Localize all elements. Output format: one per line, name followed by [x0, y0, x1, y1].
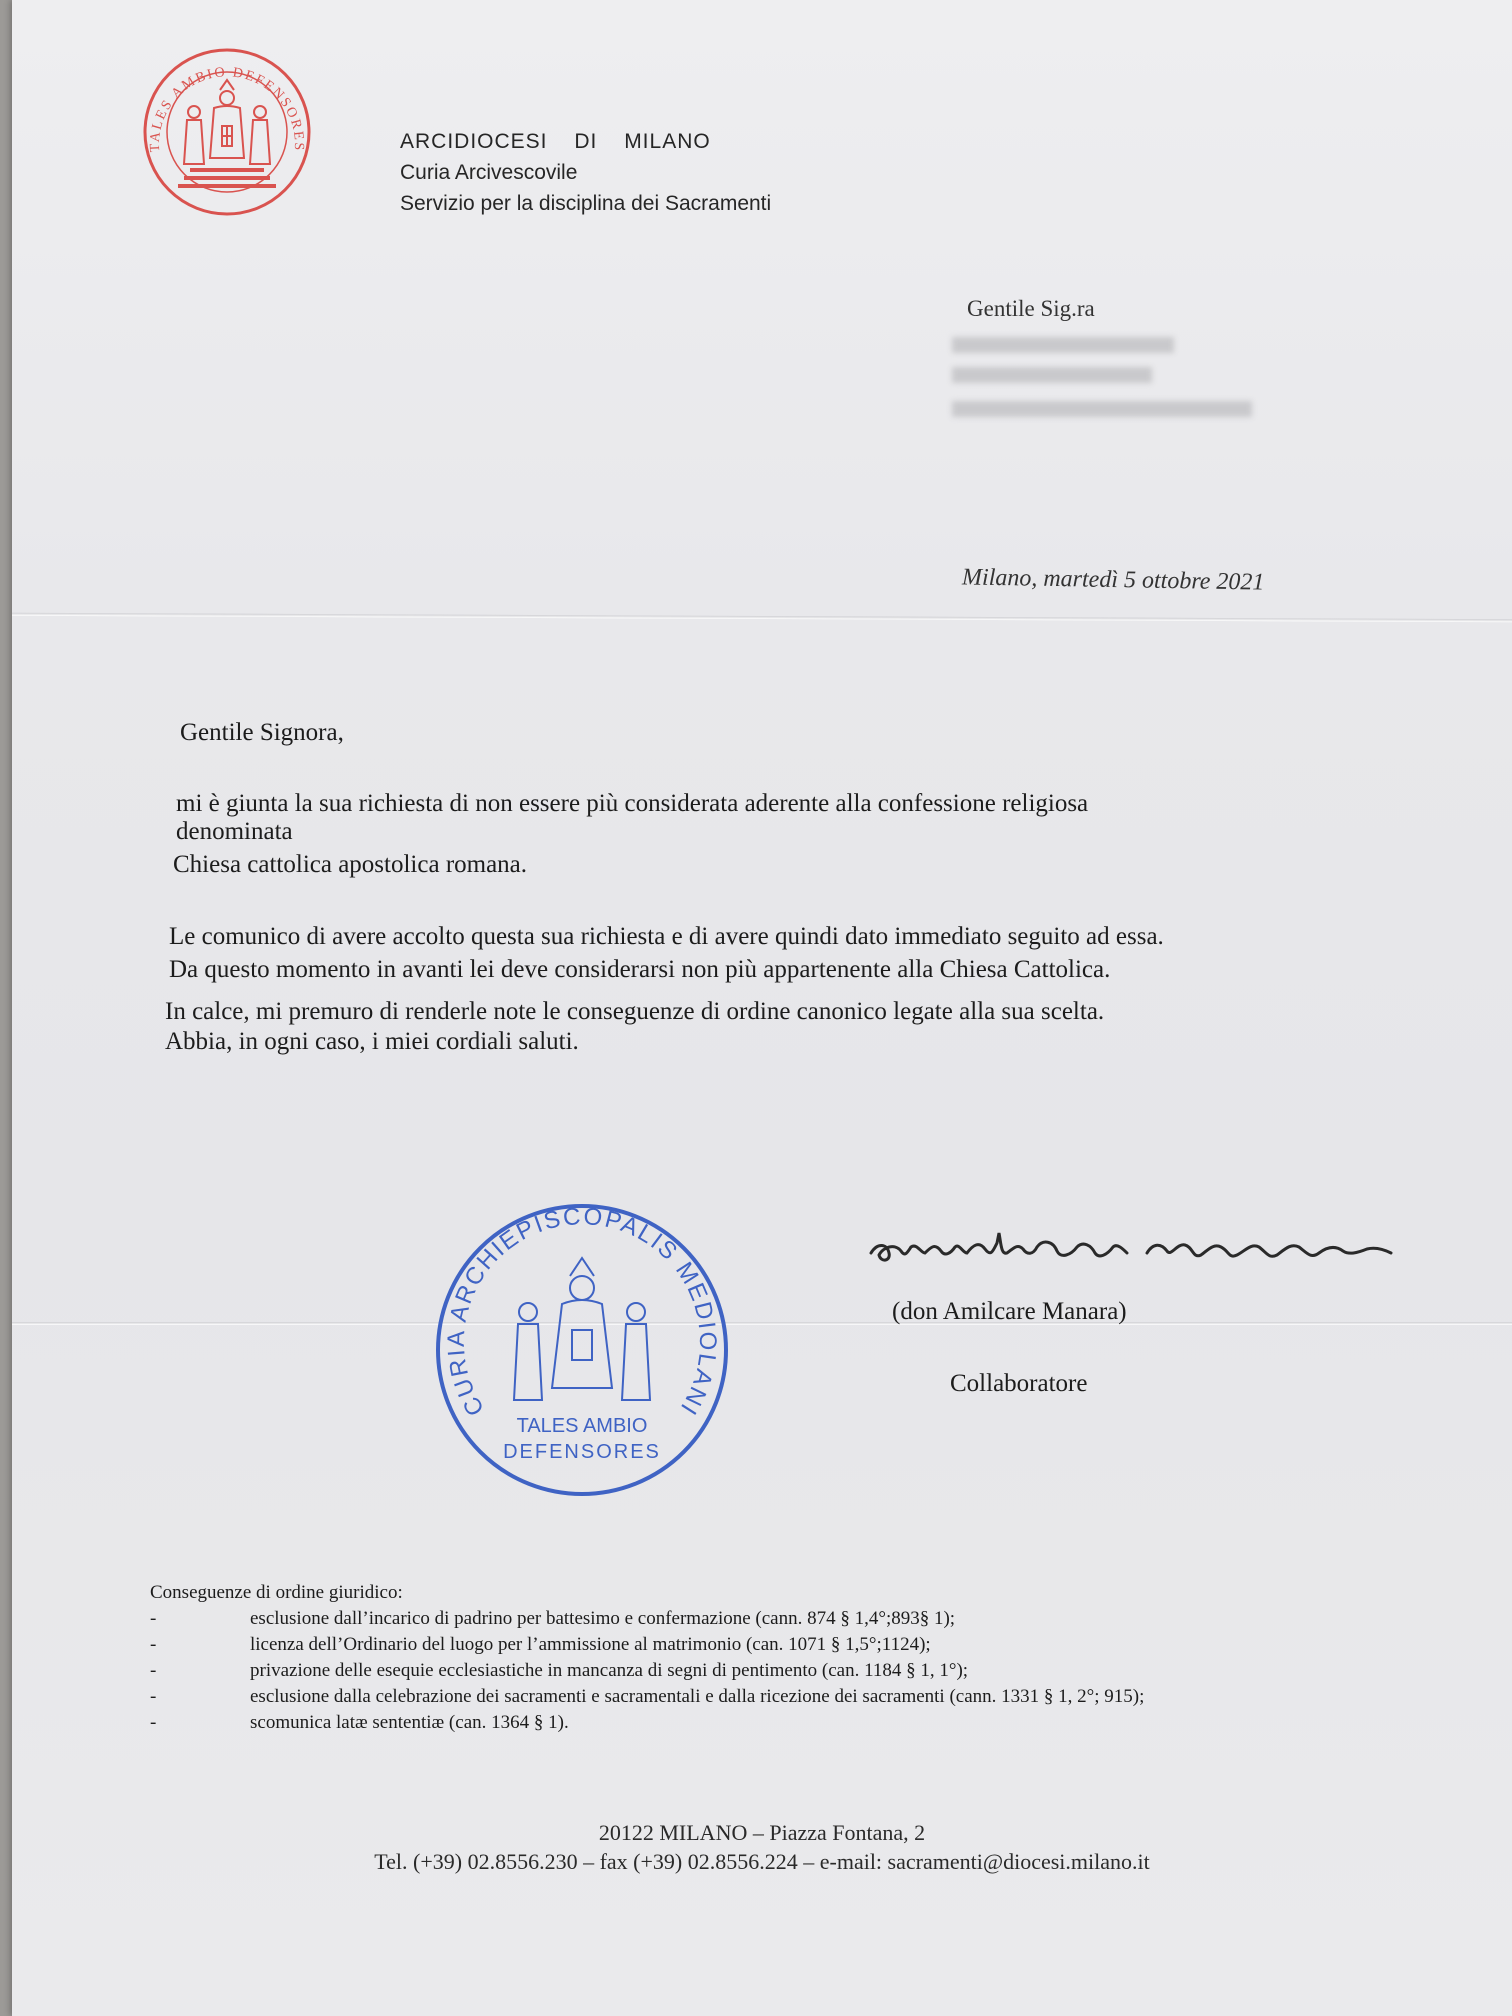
- footer-contacts: Tel. (+39) 02.8556.230 – fax (+39) 02.8556.224 – e-mail: sacramenti@diocesi.milano.it: [374, 1849, 1150, 1874]
- svg-text:TALES AMBIO DEFENSORES: TALES AMBIO DEFENSORES: [147, 65, 307, 153]
- redacted-recipient-street: [952, 367, 1152, 383]
- letterhead: [400, 126, 771, 219]
- handwritten-signature: [867, 1213, 1397, 1273]
- list-item-text: licenza dell’Ordinario del luogo per l’ammissione al matrimonio (can. 1071 § 1,5°;1124);: [250, 1634, 931, 1655]
- list-item-text: scomunica latæ sententiæ (can. 1364 § 1).: [250, 1712, 569, 1733]
- list-dash: -: [150, 1686, 157, 1707]
- body-paragraph-2-line-2: Da questo momento in avanti lei deve considerarsi non più appartenente alla Chiesa Cattolica.: [169, 956, 1111, 983]
- signatory-role: Collaboratore: [950, 1370, 1088, 1397]
- recipient-salutation: Gentile Sig.ra: [967, 296, 1095, 321]
- redacted-recipient-name: [952, 337, 1174, 353]
- consequences-title: Conseguenze di ordine giuridico:: [150, 1582, 403, 1603]
- list-dash: -: [150, 1634, 157, 1655]
- body-paragraph-3-line-2: Abbia, in ogni caso, i miei cordiali saluti.: [165, 1028, 579, 1055]
- body-paragraph-3-line-1: In calce, mi premuro di renderle note le conseguenze di ordine canonico legate alla sua scelta.: [165, 998, 1105, 1025]
- letter-date: Milano, martedì 5 ottobre 2021: [961, 564, 1265, 596]
- footer-address: 20122 MILANO – Piazza Fontana, 2: [598, 1820, 926, 1845]
- list-dash: -: [150, 1712, 157, 1733]
- list-dash: -: [150, 1660, 157, 1681]
- list-item: [150, 1632, 931, 1658]
- list-item-text: esclusione dall’incarico di padrino per battesimo e confermazione (cann. 874 § 1,4°;893§ 1);: [250, 1608, 956, 1629]
- list-item: [150, 1684, 1145, 1710]
- body-paragraph-1-line-2: denominata: [176, 818, 293, 845]
- letterhead-office: Curia Arcivescovile: [400, 161, 578, 184]
- consequences-section: [150, 1580, 1145, 1736]
- body-paragraph-1-line-1: mi è giunta la sua richiesta di non essere più considerata aderente alla confessione religiosa: [176, 790, 1089, 817]
- list-item: [150, 1658, 969, 1684]
- stamp-motto-line-2: DEFENSORES: [503, 1441, 661, 1463]
- stamp-ring-text: CURIA ARCHIEPISCOPALIS MEDIOLANI: [442, 1202, 722, 1421]
- greeting: Gentile Signora,: [180, 719, 344, 746]
- letterhead-service: Servizio per la disciplina dei Sacramenti: [400, 192, 772, 215]
- list-dash: -: [150, 1608, 157, 1629]
- list-item: [150, 1606, 956, 1632]
- curia-stamp: [432, 1200, 732, 1500]
- paper-fold-lower: [12, 1322, 1512, 1325]
- signatory-name: (don Amilcare Manara): [892, 1298, 1127, 1325]
- letterhead-organization: ARCIDIOCESI DI MILANO: [400, 130, 711, 153]
- body-paragraph-2-line-1: Le comunico di avere accolto questa sua richiesta e di avere quindi dato immediato seguito ad essa.: [169, 923, 1164, 950]
- letter-page: [12, 0, 1512, 2016]
- stamp-motto-line-1: TALES AMBIO: [516, 1415, 648, 1437]
- paper-fold-upper: [12, 613, 1512, 623]
- body-paragraph-1-line-3: Chiesa cattolica apostolica romana.: [173, 851, 528, 878]
- list-item-text: privazione delle esequie ecclesiastiche in mancanza di segni di pentimento (can. 1184 § 1, 1°);: [250, 1660, 969, 1681]
- list-item: [150, 1710, 569, 1736]
- redacted-recipient-city: [952, 401, 1252, 417]
- list-item-text: esclusione dalla celebrazione dei sacramenti e sacramentali e dalla ricezione dei sacramenti (cann. 1331 § 1, 2°; 915);: [250, 1686, 1145, 1707]
- diocese-seal-logo: [132, 46, 322, 218]
